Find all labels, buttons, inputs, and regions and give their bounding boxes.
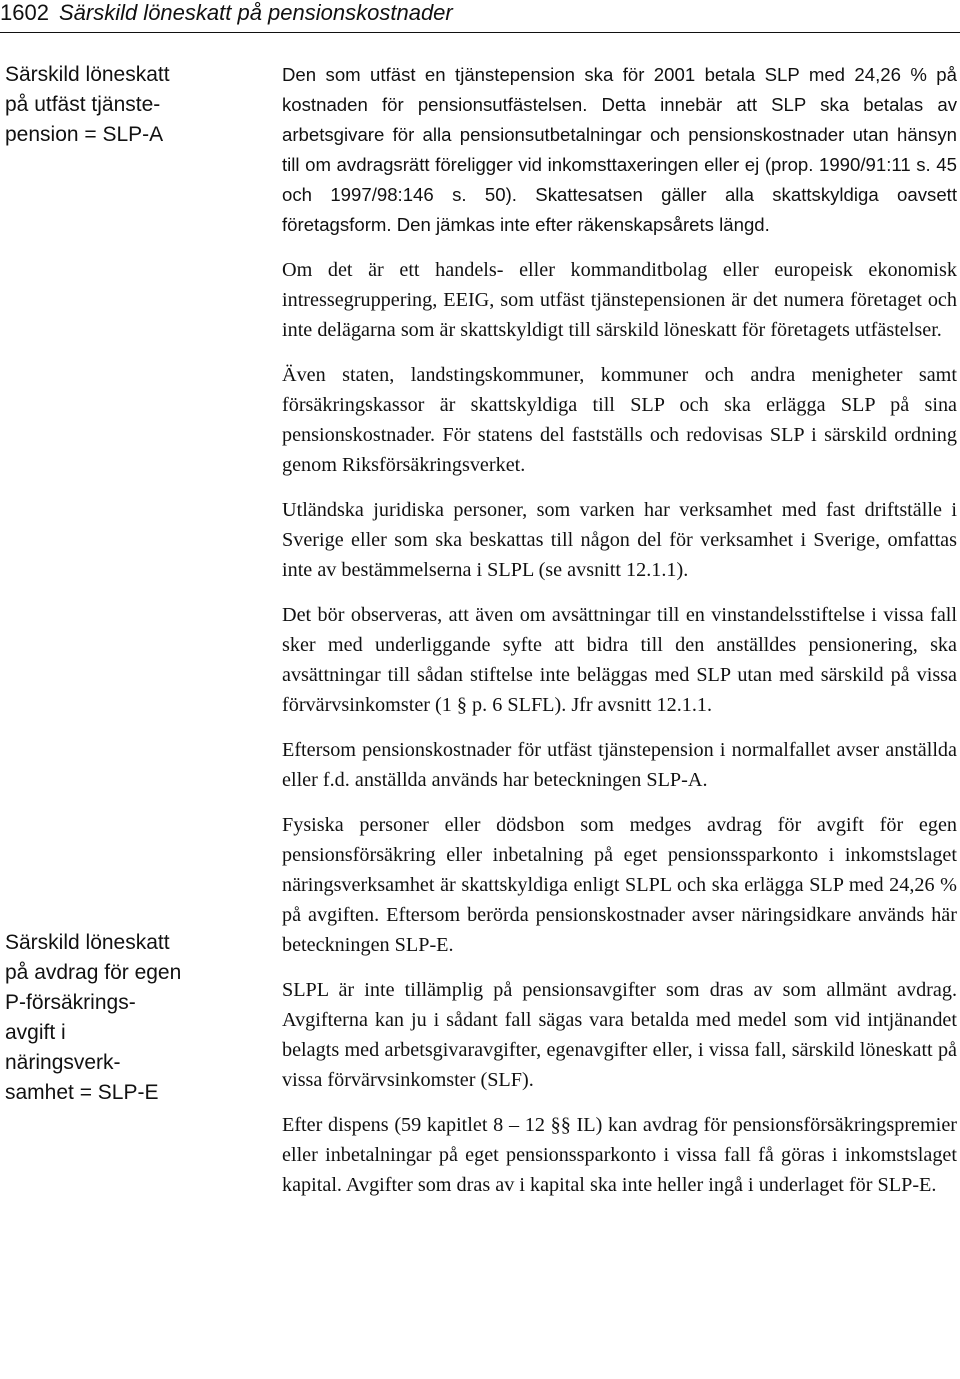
paragraph: Den som utfäst en tjänstepension ska för 2001 betala SLP med 24,26 % på kostnaden för pensionsutfästelsen. Detta innebär att SLP ska betalas av arbetsgivare för alla pensionsutbetalningar och pensionskostnader utan hänsyn till om avdragsrätt föreligger vid inkomsttaxeringen eller ej (prop. 1990/91:11 s. 45 och 1997/98:146 s. 50). Skattesatsen gäller alla skattskyldiga oavsett företagsform. Den jämkas inte efter räkenskapsårets längd. (282, 64, 957, 235)
paragraph: SLPL är inte tillämplig på pensionsavgifter som dras av som allmänt avdrag. Avgifterna kan ju i sådant fall sägas vara betalda med medel som vid intjänandet belagts med arbetsgivaravgifter, egenavgifter eller, i vissa fall, särskild löneskatt på vissa förvärvsinkomster (SLF). (282, 979, 957, 1091)
paragraph: Eftersom pensionskostnader för utfäst tjänstepension i normalfallet avser anställda eller f.d. anställda används har beteckningen SLP-A. (282, 739, 957, 791)
paragraph: Efter dispens (59 kapitlet 8 – 12 §§ IL) kan avdrag för pensionsförsäkringspremier eller inbetalningar på eget pensionssparkonto i vissa fall få göras i inkomstslaget kapital. Avgifter som dras av i kapital ska inte heller ingå i underlaget för SLP-E. (282, 1114, 957, 1196)
paragraph: Utländska juridiska personer, som varken har verksamhet med fast driftställe i Sverige eller som ska beskattas till någon del för verksamhet i Sverige, omfattas inte av bestämmelserna i SLPL (se avsnitt 12.1.1). (282, 499, 957, 581)
page-header (0, 0, 960, 32)
paragraph: Även staten, landstingskommuner, kommuner och andra menigheter samt försäkringskassor är skattskyldiga till SLP och ska erlägga SLP på sina pensionskostnader. För statens del fastställs och redovisas SLP i särskild ordning genom Riksförsäkringsverket. (282, 364, 957, 476)
paragraph: Om det är ett handels- eller kommanditbolag eller europeisk ekonomisk intressegruppering, EEIG, som utfäst tjänstepensionen är det numera företaget och inte delägarna som är skattskyldigt till särskild löneskatt för företagets utfästelser. (282, 259, 957, 341)
paragraph: Fysiska personer eller dödsbon som medges avdrag för avgift för egen pensionsförsäkring eller inbetalning på eget pensionssparkonto i inkomstslaget näringsverksamhet är skattskyldiga enligt SLPL och ska erlägga SLP med 24,26 % på avgiften. Eftersom berörda pensionskostnader avser näringsidkare används här beteckningen SLP-E. (282, 814, 957, 956)
paragraph: Det bör observeras, att även om avsättningar till en vinstandelsstiftelse i vissa fall sker med underliggande syfte att bidra till den anställdes pensionering, ska avsättningar till sådan stiftelse inte beläggas med SLP utan med särskild på vissa förvärvsinkomster (1 § p. 6 SLFL). Jfr avsnitt 12.1.1. (282, 604, 957, 716)
main-text (282, 60, 957, 1215)
page-number: 1602 (0, 0, 49, 25)
margin-note-slp-a: Särskild löneskatt på utfäst tjänste- pension = SLP-A (5, 63, 170, 146)
header-rule (0, 32, 960, 33)
running-title: Särskild löneskatt på pensionskostnader (58, 0, 453, 25)
margin-note-slp-e: Särskild löneskatt på avdrag för egen P-försäkrings- avgift i näringsverk- samhet = SLP-E (5, 931, 182, 1104)
